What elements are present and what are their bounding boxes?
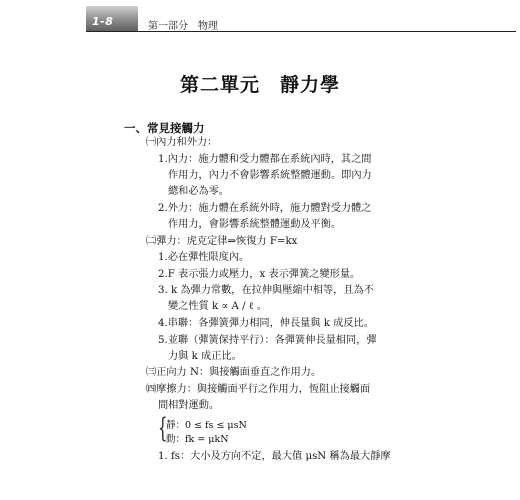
list-item: 1.內力：施力體和受力體都在系統內時，其之間 — [158, 154, 372, 165]
brace-symbol: { — [158, 413, 168, 444]
subsection-heading: ㈡彈力：虎克定律⇒恢復力 F=kx — [146, 236, 298, 247]
list-item: 1.必在彈性限度內。 — [158, 252, 250, 263]
list-item: 4.串聯：各彈簧彈力相同，伸長量與 k 成反比。 — [158, 318, 374, 329]
subsection-heading: ㈠內力和外力： — [146, 137, 218, 148]
list-item-continuation: 總和必為零。 — [168, 186, 230, 197]
kinetic-friction-formula: 動：fk = μkN — [166, 434, 229, 445]
unit-title: 第二單元 靜力學 — [179, 74, 340, 96]
section-heading: 一、常見接觸力 — [124, 121, 205, 135]
list-item: 1. fs：大小及方向不定，最大值 μsN 稱為最大靜摩 — [158, 451, 391, 462]
list-item-continuation: 作用力，內力不會影響系統整體運動。即內力 — [168, 170, 372, 181]
subsection-heading: ㈣摩擦力：與接觸面平行之作用力，恆阻止接觸面 — [146, 384, 371, 395]
subsection-heading: ㈢正向力 N：與接觸面垂直之作用力。 — [146, 367, 322, 378]
header-part-label: 第一部分 物理 — [148, 21, 218, 32]
list-item: 5.並聯（彈簧保持平行）：各彈簧伸長量相同，彈 — [158, 335, 377, 346]
list-item: 2.F 表示張力或壓力，x 表示彈簧之變形量。 — [158, 269, 361, 280]
list-item: 2.外力：施力體在系統外時，施力體對受力體之 — [158, 203, 372, 214]
list-item-continuation: 作用力，會影響系統整體運動及平衡。 — [168, 219, 342, 230]
header-divider — [86, 31, 516, 32]
list-item-continuation: 變之性質 k ∝ A / ℓ 。 — [168, 301, 268, 312]
list-item-continuation: 力與 k 成正比。 — [168, 351, 242, 362]
page-number-tab — [86, 6, 138, 32]
page-number: 1-8 — [92, 15, 114, 28]
list-item: 3. k 為彈力常數，在拉伸與壓縮中相等，且為不 — [158, 285, 374, 296]
static-friction-formula: 靜：0 ≤ fs ≤ μsN — [166, 420, 247, 431]
list-item-continuation: 間相對運動。 — [158, 400, 220, 411]
friction-formula — [158, 413, 247, 446]
